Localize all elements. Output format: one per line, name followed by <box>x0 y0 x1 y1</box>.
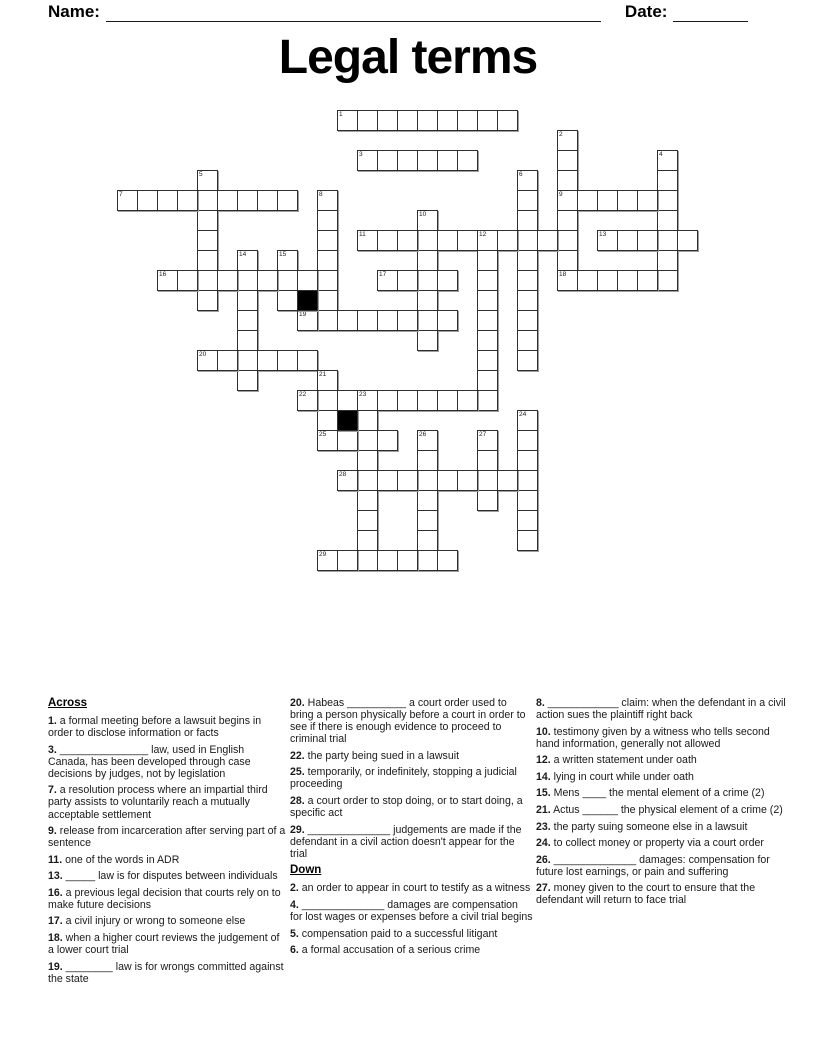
clue-number: 5. <box>290 927 299 940</box>
clue-item: 1. a formal meeting before a lawsuit begins in order to disclose information or facts <box>48 715 262 740</box>
grid-cell[interactable] <box>617 270 638 291</box>
grid-cell[interactable] <box>417 470 438 491</box>
grid-cell[interactable] <box>517 230 538 251</box>
clue-number: 23. <box>536 820 551 833</box>
grid-cell[interactable] <box>657 190 678 211</box>
grid-cell[interactable] <box>517 270 538 291</box>
clue-number: 22. <box>290 749 305 762</box>
grid-cell[interactable] <box>417 230 438 251</box>
grid-cell[interactable] <box>417 550 438 571</box>
grid-cell[interactable] <box>357 490 378 511</box>
grid-cell[interactable] <box>377 430 398 451</box>
grid-cell[interactable] <box>177 270 198 291</box>
clue-number: 4. <box>290 898 299 911</box>
cell-number: 7 <box>119 191 123 198</box>
grid-cell[interactable] <box>517 450 538 471</box>
grid-cell[interactable] <box>477 310 498 331</box>
clue-number: 20. <box>290 697 305 709</box>
grid-cell[interactable] <box>197 250 218 271</box>
grid-cell[interactable] <box>257 270 278 291</box>
grid-cell[interactable] <box>357 430 378 451</box>
cell-number: 15 <box>279 251 287 258</box>
grid-cell[interactable] <box>237 330 258 351</box>
grid-cell[interactable] <box>437 550 458 571</box>
grid-cell[interactable] <box>417 450 438 471</box>
clue-item: 13. _____ law is for disputes between individuals <box>48 870 278 883</box>
grid-cell[interactable] <box>217 190 238 211</box>
clue-number: 26. <box>536 853 551 866</box>
grid-cell[interactable] <box>417 110 438 131</box>
cell-number: 9 <box>559 191 563 198</box>
clue-item: 10. testimony given by a witness who tells second hand information, generally not allowed <box>536 725 770 750</box>
cell-number: 23 <box>359 391 367 398</box>
clue-item: 15. Mens ____ the mental element of a crime (2) <box>536 787 765 800</box>
grid-cell[interactable] <box>197 170 218 191</box>
grid-cell[interactable] <box>317 390 338 411</box>
grid-cell[interactable] <box>377 110 398 131</box>
grid-cell[interactable] <box>377 390 398 411</box>
cell-number: 28 <box>339 471 347 478</box>
grid-cell[interactable] <box>517 490 538 511</box>
date-line[interactable] <box>673 6 748 22</box>
grid-cell[interactable] <box>237 290 258 311</box>
grid-cell[interactable] <box>657 170 678 191</box>
grid-cell[interactable] <box>417 490 438 511</box>
clue-number: 16. <box>48 886 63 899</box>
grid-cell[interactable] <box>417 430 438 451</box>
cell-number: 16 <box>159 271 167 278</box>
grid-cell[interactable] <box>357 410 378 431</box>
grid-cell[interactable] <box>477 450 498 471</box>
grid-cell[interactable] <box>377 150 398 171</box>
clue-number: 3. <box>48 743 57 756</box>
grid-cell[interactable] <box>357 390 378 411</box>
clue-item: 23. the party suing someone else in a lawsuit <box>536 820 748 833</box>
grid-cell[interactable] <box>357 150 378 171</box>
grid-cell[interactable] <box>437 150 458 171</box>
cell-number: 1 <box>339 111 343 118</box>
clue-number: 11. <box>48 853 63 866</box>
clue-item: 20. Habeas __________ a court order used to bring a person physically before a court in order to see if there is enough evidence to proceed to criminal trial <box>290 697 526 746</box>
grid-cell[interactable] <box>197 290 218 311</box>
cell-number: 27 <box>479 431 487 438</box>
grid-cell[interactable] <box>297 310 318 331</box>
clue-item: 22. the party being sued in a lawsuit <box>290 749 460 762</box>
grid-cell[interactable] <box>677 230 698 251</box>
grid-cell[interactable] <box>517 470 538 491</box>
clue-number: 25. <box>290 766 305 779</box>
clue-number: 19. <box>48 960 63 973</box>
grid-cell[interactable] <box>317 310 338 331</box>
grid-cell[interactable] <box>557 250 578 271</box>
grid-cell[interactable] <box>337 310 358 331</box>
grid-cell[interactable] <box>597 230 618 251</box>
grid-cell[interactable] <box>157 190 178 211</box>
clue-number: 29. <box>290 823 305 836</box>
cell-number: 10 <box>419 211 427 218</box>
grid-cell[interactable] <box>417 210 438 231</box>
clue-number: 6. <box>290 944 299 957</box>
grid-cell[interactable] <box>517 350 538 371</box>
cell-number: 22 <box>299 391 307 398</box>
clue-number: 15. <box>536 787 551 800</box>
cell-number: 18 <box>559 271 567 278</box>
grid-cell[interactable] <box>457 150 478 171</box>
cell-number: 14 <box>239 251 247 258</box>
clue-item: 26. ______________ damages: compensation for future lost earnings, or pain and suffering <box>536 853 770 878</box>
grid-cell[interactable] <box>317 550 338 571</box>
clue-item: 27. money given to the court to ensure that the defendant will return to face trial <box>536 882 756 907</box>
clue-number: 8. <box>536 697 545 709</box>
grid-cell[interactable] <box>597 270 618 291</box>
grid-cell[interactable] <box>317 410 338 431</box>
grid-cell[interactable] <box>317 210 338 231</box>
clue-item: 6. a formal accusation of a serious crime <box>290 944 481 957</box>
grid-cell[interactable] <box>157 270 178 291</box>
grid-cell[interactable] <box>317 430 338 451</box>
grid-cell[interactable] <box>277 270 298 291</box>
grid-cell[interactable] <box>277 350 298 371</box>
grid-cell[interactable] <box>477 490 498 511</box>
cell-number: 13 <box>599 231 607 238</box>
grid-cell[interactable] <box>517 410 538 431</box>
grid-cell[interactable] <box>357 510 378 531</box>
grid-cell[interactable] <box>397 150 418 171</box>
grid-cell[interactable] <box>237 270 258 291</box>
clue-item: 12. a written statement under oath <box>536 754 697 767</box>
grid-cell[interactable] <box>357 310 378 331</box>
grid-cell[interactable] <box>337 470 358 491</box>
grid-cell[interactable] <box>637 190 658 211</box>
grid-cell[interactable] <box>437 310 458 331</box>
grid-cell[interactable] <box>237 370 258 391</box>
clue-number: 7. <box>48 784 57 797</box>
grid-cell[interactable] <box>497 470 518 491</box>
grid-cell[interactable] <box>657 250 678 271</box>
grid-cell[interactable] <box>417 150 438 171</box>
grid-cell[interactable] <box>477 350 498 371</box>
grid-cell[interactable] <box>357 550 378 571</box>
grid-cell[interactable] <box>477 390 498 411</box>
clue-item: 8. ____________ claim: when the defendant in a civil action sues the plaintiff right back <box>536 697 786 722</box>
clue-number: 24. <box>536 837 551 850</box>
clue-item: 9. release from incarceration after serving part of a sentence <box>48 825 286 850</box>
grid-cell[interactable] <box>637 270 658 291</box>
grid-cell[interactable] <box>637 230 658 251</box>
grid-cell[interactable] <box>537 230 558 251</box>
grid-cell[interactable] <box>237 250 258 271</box>
clue-item: 11. one of the words in ADR <box>48 853 180 866</box>
grid-cell[interactable] <box>517 430 538 451</box>
clue-column-1 <box>48 697 286 989</box>
grid-cell[interactable] <box>317 370 338 391</box>
grid-cell[interactable] <box>417 310 438 331</box>
cell-number: 2 <box>559 131 563 138</box>
grid-cell[interactable] <box>417 510 438 531</box>
grid-cell[interactable] <box>417 270 438 291</box>
clue-column-2 <box>290 697 533 961</box>
crossword-grid <box>117 110 699 572</box>
grid-cell[interactable] <box>197 210 218 231</box>
grid-cell[interactable] <box>657 150 678 171</box>
grid-cell[interactable] <box>437 270 458 291</box>
grid-cell[interactable] <box>297 350 318 371</box>
cell-number: 21 <box>319 371 327 378</box>
clue-item: 25. temporarily, or indefinitely, stopping a judicial proceeding <box>290 766 517 791</box>
grid-cell[interactable] <box>137 190 158 211</box>
clue-item: 17. a civil injury or wrong to someone else <box>48 915 246 928</box>
grid-cell[interactable] <box>377 550 398 571</box>
grid-cell[interactable] <box>377 270 398 291</box>
clue-number: 2. <box>290 882 299 895</box>
grid-cell[interactable] <box>437 230 458 251</box>
grid-cell[interactable] <box>117 190 138 211</box>
clue-number: 17. <box>48 915 63 928</box>
grid-cell[interactable] <box>397 110 418 131</box>
cell-number: 29 <box>319 551 327 558</box>
grid-cell[interactable] <box>357 230 378 251</box>
grid-cell[interactable] <box>397 390 418 411</box>
cell-number: 20 <box>199 351 207 358</box>
clue-item: 16. a previous legal decision that courts rely on to make future decisions <box>48 886 281 911</box>
grid-cell[interactable] <box>497 230 518 251</box>
grid-cell[interactable] <box>517 330 538 351</box>
cell-number: 6 <box>519 171 523 178</box>
grid-cell[interactable] <box>357 470 378 491</box>
date-label: Date: <box>624 2 668 21</box>
grid-cell[interactable] <box>477 470 498 491</box>
grid-cell[interactable] <box>317 250 338 271</box>
grid-cell[interactable] <box>277 250 298 271</box>
grid-cell[interactable] <box>457 470 478 491</box>
clue-item: 3. _______________ law, used in English Canada, has been developed through case decisions by judges, not by legislation <box>48 743 251 780</box>
grid-cell[interactable] <box>197 230 218 251</box>
grid-cell[interactable] <box>477 270 498 291</box>
grid-cell[interactable] <box>577 270 598 291</box>
grid-cell[interactable] <box>517 170 538 191</box>
grid-cell[interactable] <box>657 270 678 291</box>
grid-cell[interactable] <box>477 370 498 391</box>
grid-cell[interactable] <box>557 190 578 211</box>
grid-cell[interactable] <box>517 530 538 551</box>
cell-number: 11 <box>359 231 366 238</box>
clue-number: 28. <box>290 794 305 807</box>
grid-cell[interactable] <box>437 390 458 411</box>
clue-item: 5. compensation paid to a successful litigant <box>290 927 498 940</box>
grid-cell[interactable] <box>617 230 638 251</box>
grid-cell[interactable] <box>477 430 498 451</box>
clue-number: 1. <box>48 715 57 728</box>
grid-cell[interactable] <box>517 290 538 311</box>
black-cell <box>297 290 318 311</box>
grid-cell[interactable] <box>477 330 498 351</box>
name-line[interactable] <box>106 6 601 22</box>
clue-item: 14. lying in court while under oath <box>536 770 694 783</box>
cell-number: 19 <box>299 311 307 318</box>
grid-cell[interactable] <box>397 310 418 331</box>
grid-cell[interactable] <box>417 390 438 411</box>
grid-cell[interactable] <box>317 290 338 311</box>
clue-item: 18. when a higher court reviews the judgement of a lower court trial <box>48 932 280 957</box>
clue-item: 19. ________ law is for wrongs committed against the state <box>48 960 284 985</box>
grid-cell[interactable] <box>337 550 358 571</box>
grid-cell[interactable] <box>197 270 218 291</box>
clue-number: 27. <box>536 882 551 895</box>
grid-cell[interactable] <box>497 110 518 131</box>
grid-cell[interactable] <box>557 130 578 151</box>
grid-cell[interactable] <box>557 230 578 251</box>
name-label: Name: <box>48 2 100 21</box>
grid-cell[interactable] <box>477 290 498 311</box>
grid-cell[interactable] <box>517 190 538 211</box>
grid-cell[interactable] <box>417 250 438 271</box>
grid-cell[interactable] <box>457 110 478 131</box>
grid-cell[interactable] <box>377 230 398 251</box>
grid-cell[interactable] <box>357 450 378 471</box>
grid-cell[interactable] <box>397 270 418 291</box>
grid-cell[interactable] <box>457 230 478 251</box>
grid-cell[interactable] <box>477 110 498 131</box>
grid-cell[interactable] <box>297 270 318 291</box>
grid-cell[interactable] <box>557 150 578 171</box>
clue-item: 4. ______________ damages are compensation for lost wages or expenses before a civil trial begins <box>290 898 533 923</box>
grid-cell[interactable] <box>457 390 478 411</box>
grid-cell[interactable] <box>197 190 218 211</box>
grid-cell[interactable] <box>517 210 538 231</box>
grid-cell[interactable] <box>357 110 378 131</box>
grid-cell[interactable] <box>597 190 618 211</box>
grid-cell[interactable] <box>397 550 418 571</box>
grid-cell[interactable] <box>557 270 578 291</box>
grid-cell[interactable] <box>437 470 458 491</box>
grid-cell[interactable] <box>317 190 338 211</box>
grid-cell[interactable] <box>357 530 378 551</box>
grid-cell[interactable] <box>477 250 498 271</box>
clue-number: 21. <box>536 803 551 816</box>
cell-number: 26 <box>419 431 427 438</box>
clue-item: 21. Actus ______ the physical element of a crime (2) <box>536 803 783 816</box>
grid-cell[interactable] <box>197 350 218 371</box>
grid-cell[interactable] <box>417 530 438 551</box>
black-cell <box>337 410 358 431</box>
grid-cell[interactable] <box>557 210 578 231</box>
grid-cell[interactable] <box>337 430 358 451</box>
clue-section-header: Down <box>290 864 322 877</box>
clue-column-3 <box>536 697 786 911</box>
grid-cell[interactable] <box>437 110 458 131</box>
clue-number: 12. <box>536 754 551 767</box>
clue-item: 29. ______________ judgements are made if the defendant in a civil action doesn't appear for the trial <box>290 823 522 860</box>
grid-cell[interactable] <box>297 390 318 411</box>
grid-cell[interactable] <box>377 310 398 331</box>
clue-number: 9. <box>48 825 57 838</box>
grid-cell[interactable] <box>517 510 538 531</box>
grid-cell[interactable] <box>237 190 258 211</box>
cell-number: 3 <box>359 151 363 158</box>
cell-number: 12 <box>479 231 487 238</box>
grid-cell[interactable] <box>257 350 278 371</box>
grid-cell[interactable] <box>517 250 538 271</box>
grid-cell[interactable] <box>617 190 638 211</box>
cell-number: 5 <box>199 171 203 178</box>
clue-item: 28. a court order to stop doing, or to start doing, a specific act <box>290 794 523 819</box>
grid-cell[interactable] <box>177 190 198 211</box>
clue-item: 7. a resolution process where an impartial third party assists to voluntarily reach a mutually acceptable settlement <box>48 784 268 821</box>
grid-cell[interactable] <box>477 230 498 251</box>
clue-number: 13. <box>48 870 63 883</box>
grid-cell[interactable] <box>417 330 438 351</box>
grid-cell[interactable] <box>657 230 678 251</box>
grid-cell[interactable] <box>217 270 238 291</box>
grid-cell[interactable] <box>377 470 398 491</box>
page-title: Legal terms <box>278 31 538 84</box>
grid-cell[interactable] <box>257 190 278 211</box>
grid-cell[interactable] <box>577 190 598 211</box>
grid-cell[interactable] <box>237 350 258 371</box>
grid-cell[interactable] <box>517 310 538 331</box>
grid-cell[interactable] <box>277 290 298 311</box>
grid-cell[interactable] <box>237 310 258 331</box>
grid-cell[interactable] <box>657 210 678 231</box>
clue-section-header: Across <box>48 697 87 709</box>
clue-item: 2. an order to appear in court to testify as a witness <box>290 882 531 895</box>
cell-number: 17 <box>379 271 387 278</box>
clue-number: 10. <box>536 725 551 738</box>
clue-number: 14. <box>536 770 551 783</box>
grid-cell[interactable] <box>317 270 338 291</box>
clue-item: 24. to collect money or property via a court order <box>536 837 764 850</box>
cell-number: 8 <box>319 191 323 198</box>
grid-cell[interactable] <box>397 230 418 251</box>
grid-cell[interactable] <box>217 350 238 371</box>
clue-number: 18. <box>48 932 63 945</box>
cell-number: 25 <box>319 431 327 438</box>
cell-number: 24 <box>519 411 527 418</box>
grid-cell[interactable] <box>337 390 358 411</box>
grid-cell[interactable] <box>317 230 338 251</box>
worksheet-header <box>48 2 748 22</box>
grid-cell[interactable] <box>557 170 578 191</box>
grid-cell[interactable] <box>417 290 438 311</box>
grid-cell[interactable] <box>397 470 418 491</box>
grid-cell[interactable] <box>337 110 358 131</box>
grid-cell[interactable] <box>277 190 298 211</box>
cell-number: 4 <box>659 151 663 158</box>
